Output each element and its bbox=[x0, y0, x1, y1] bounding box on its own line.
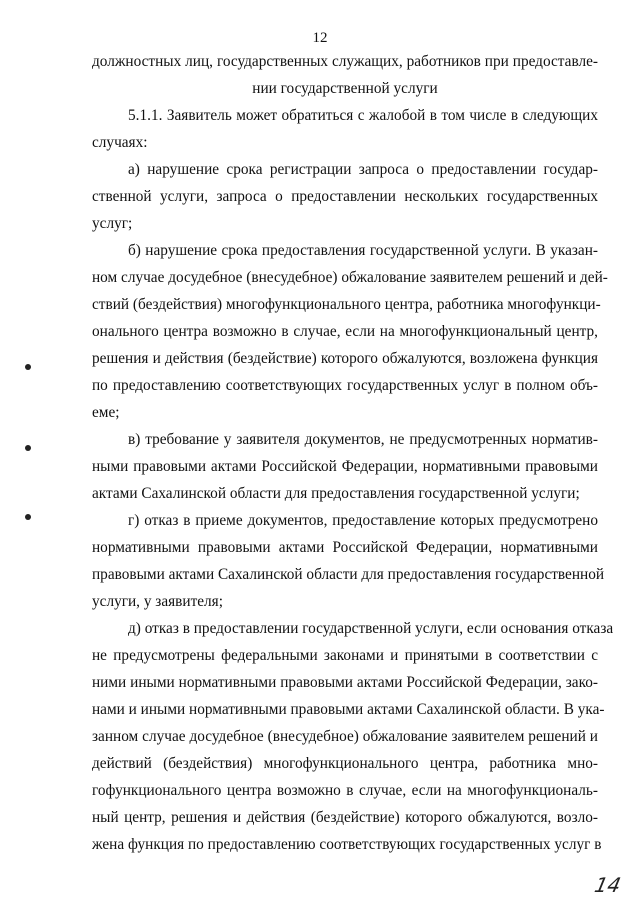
item-d-line-9: жена функция по предоставлению соответствующих государственных услуг в bbox=[92, 836, 602, 853]
item-b-line-4: онального центра возможно в случае, если на многофункциональный центр, bbox=[92, 323, 598, 340]
punch-hole-mark bbox=[25, 364, 31, 370]
item-b-line-1: б) нарушение срока предоставления государственной услуги. В указан- bbox=[128, 242, 598, 259]
item-d-line-6: действий (бездействия) многофункционального центра, работника мно- bbox=[92, 755, 598, 772]
item-d-line-3: ними иными нормативными правовыми актами Российской Федерации, зако- bbox=[92, 674, 598, 691]
item-a-line-2: ственной услуги, запроса о предоставлении нескольких государственных bbox=[92, 188, 598, 205]
item-d-line-2: не предусмотрены федеральными законами и принятыми в соответствии с bbox=[92, 647, 598, 664]
item-g-line-2: нормативными правовыми актами Российской Федерации, нормативными bbox=[92, 539, 598, 556]
item-b-line-3: ствий (бездействия) многофункционального центра, работника многофункци- bbox=[92, 296, 601, 313]
item-d-line-8: ный центр, решения и действия (бездействие) которого обжалуются, возло- bbox=[92, 809, 598, 826]
item-a-line-3: услуг; bbox=[92, 215, 133, 232]
item-d-line-4: нами и иными нормативными правовыми актами Сахалинской области. В ука- bbox=[92, 701, 605, 718]
item-b-line-5: решения и действия (бездействие) которого обжалуются, возложена функция bbox=[92, 350, 598, 367]
item-b-line-7: еме; bbox=[92, 404, 120, 421]
item-a-line-1: а) нарушение срока регистрации запроса о предоставлении государ- bbox=[128, 161, 598, 178]
item-d-line-5: занном случае досудебное (внесудебное) обжалование заявителем решений и bbox=[92, 728, 598, 745]
item-g-line-3: правовыми актами Сахалинской области для предоставления государственной bbox=[92, 566, 605, 583]
punch-hole-mark bbox=[25, 445, 31, 451]
item-g-line-1: г) отказ в приеме документов, предоставление которых предусмотрено bbox=[128, 512, 598, 529]
paragraph-5-1-1-line-1: 5.1.1. Заявитель может обратиться с жалобой в том числе в следующих bbox=[128, 107, 598, 124]
item-b-line-6: по предоставлению соответствующих государственных услуг в полном объ- bbox=[92, 377, 598, 394]
page-number: 12 bbox=[312, 30, 328, 46]
punch-hole-mark bbox=[25, 514, 31, 520]
item-d-line-7: гофункционального центра возможно в случае, если на многофункциональ- bbox=[92, 782, 598, 799]
item-v-line-2: ными правовыми актами Российской Федерации, нормативными правовыми bbox=[92, 458, 598, 475]
handwritten-page-mark: 14 bbox=[591, 873, 623, 897]
heading-line-2: нии государственной услуги bbox=[252, 80, 438, 97]
item-v-line-1: в) требование у заявителя документов, не предусмотренных норматив- bbox=[128, 431, 598, 448]
heading-line-1: должностных лиц, государственных служащих, работников при предоставле- bbox=[92, 53, 598, 70]
item-d-line-1: д) отказ в предоставлении государственной услуги, если основания отказа bbox=[128, 620, 614, 637]
item-b-line-2: ном случае досудебное (внесудебное) обжалование заявителем решений и дей- bbox=[92, 269, 608, 286]
item-g-line-4: услуги, у заявителя; bbox=[92, 593, 223, 610]
item-v-line-3: актами Сахалинской области для предоставления государственной услуги; bbox=[92, 485, 580, 502]
paragraph-5-1-1-line-2: случаях: bbox=[92, 134, 148, 151]
